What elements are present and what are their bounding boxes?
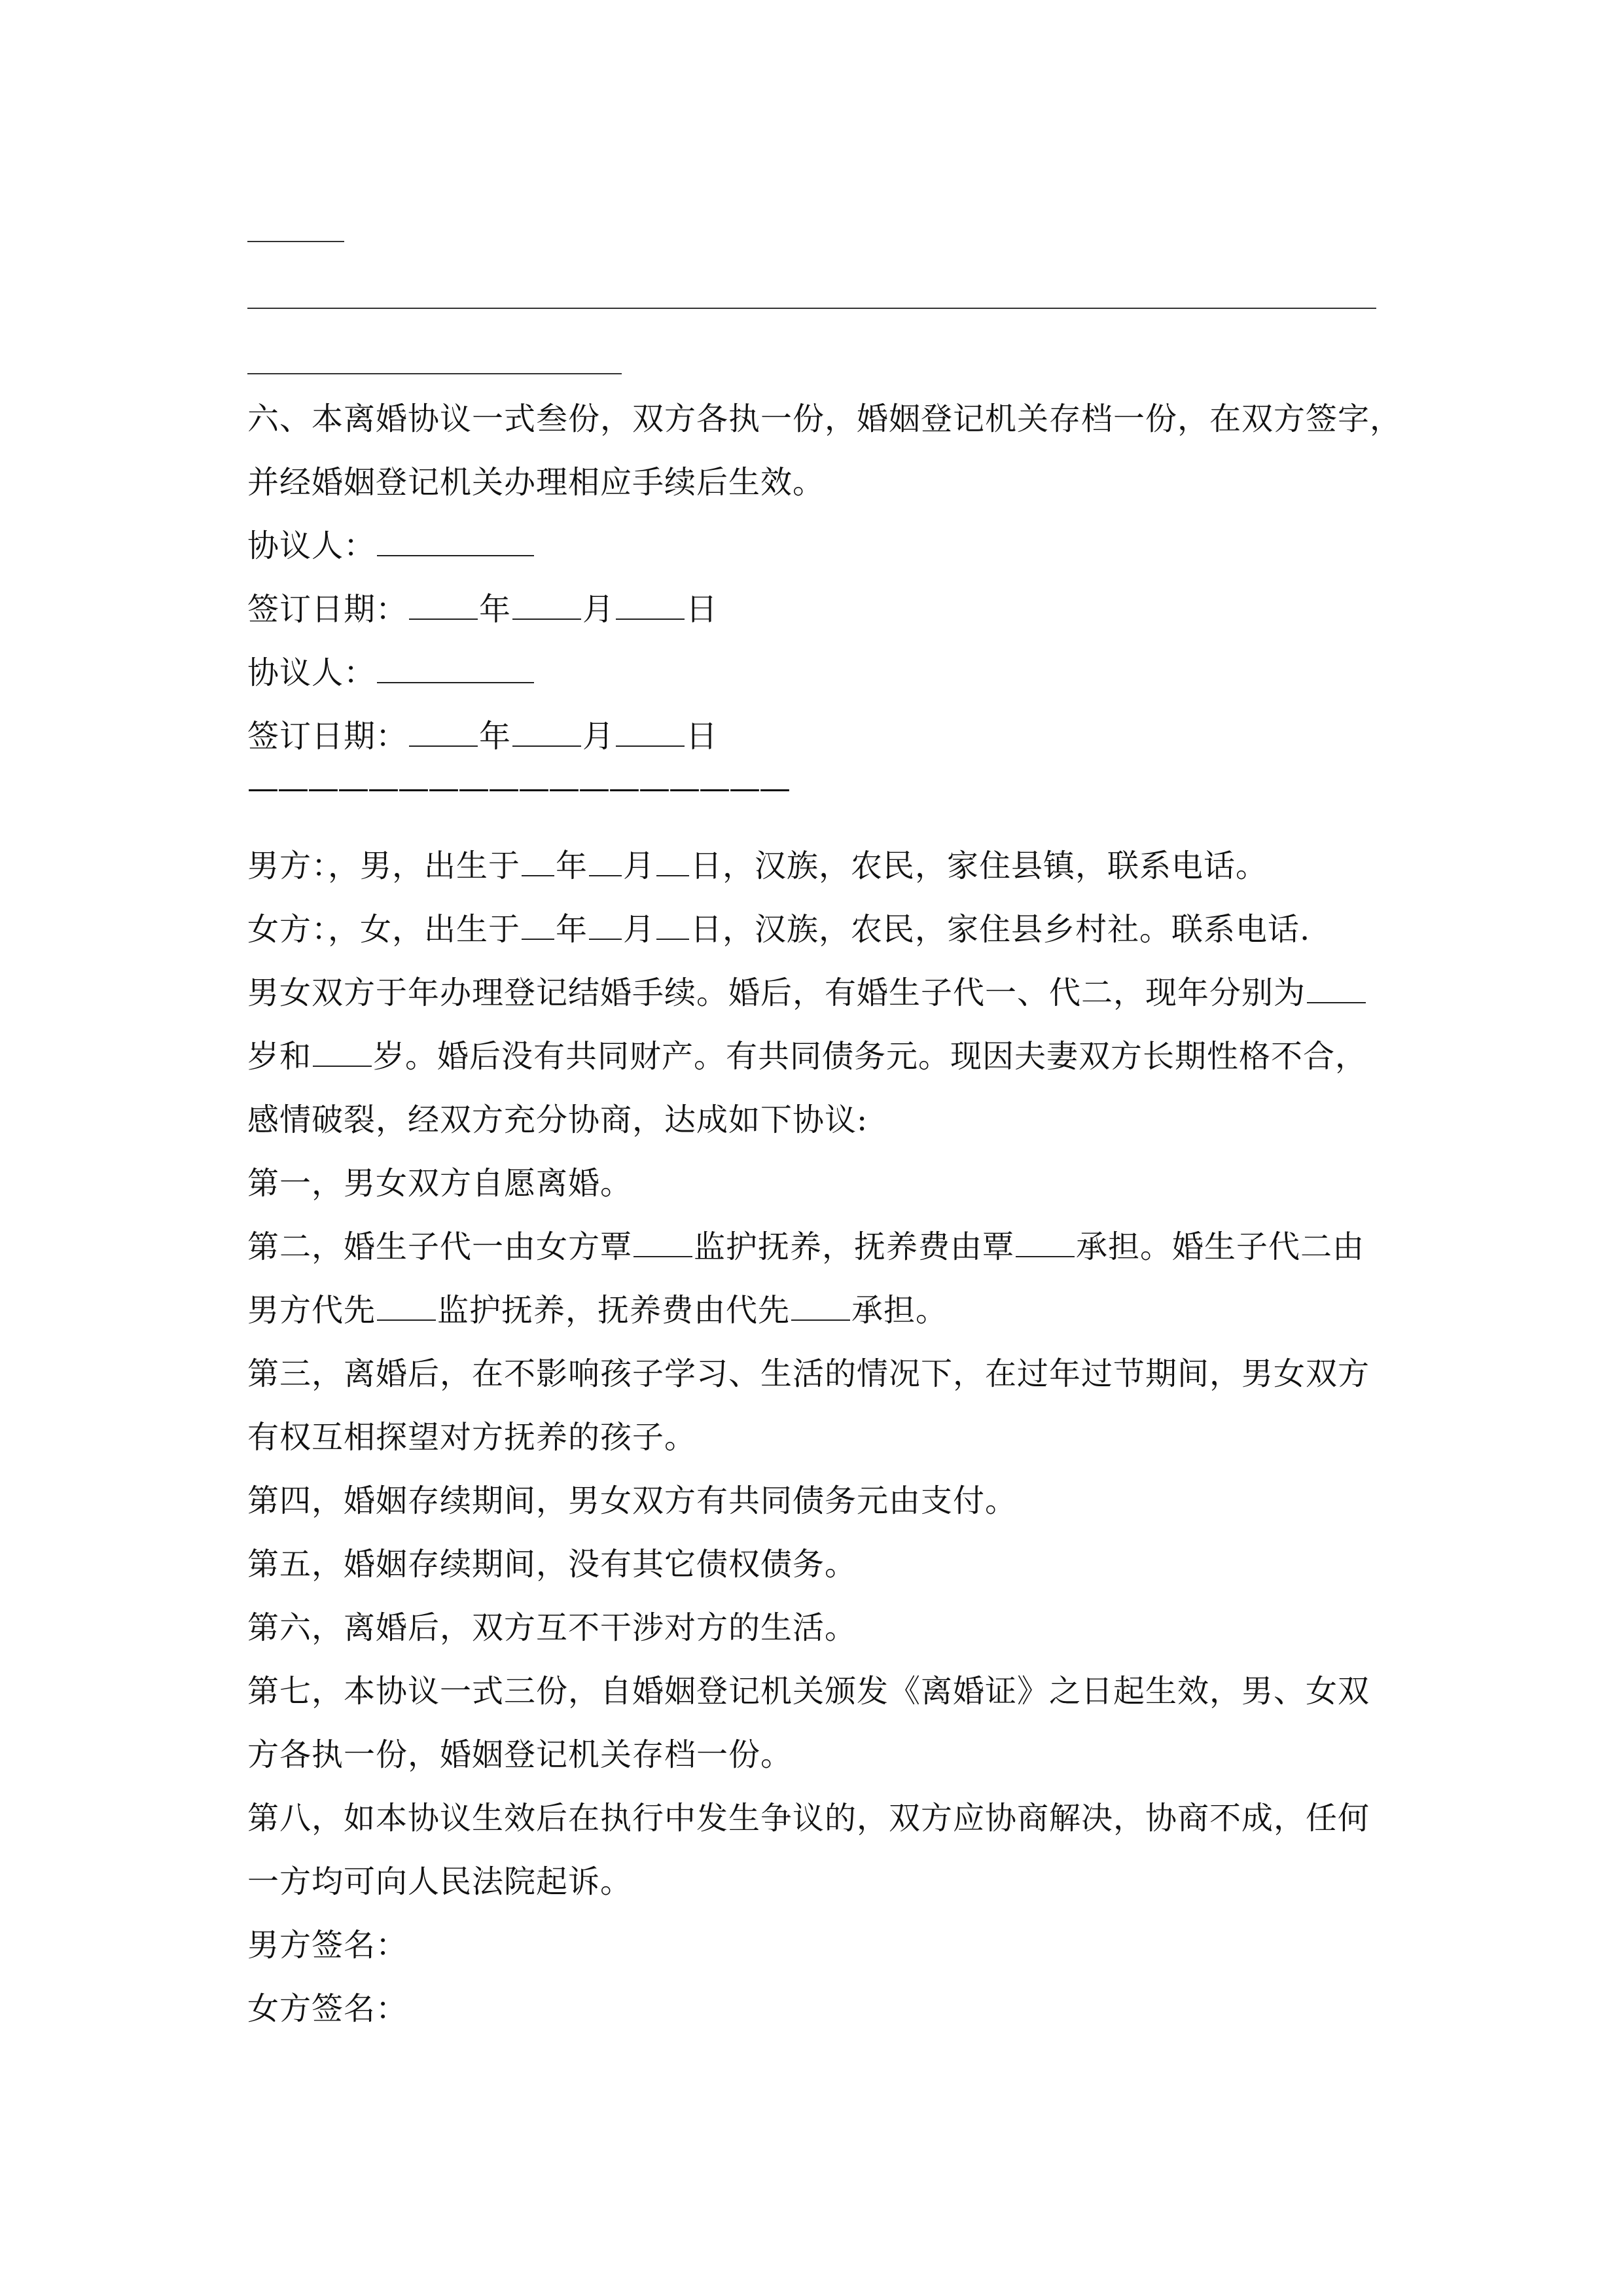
month-label: 月 xyxy=(582,718,615,755)
article-text: 承担。 xyxy=(851,1292,948,1329)
signature-date-1 xyxy=(247,578,1399,641)
year-label: 年 xyxy=(556,911,588,948)
clause-six-line-2: 并经婚姻登记机关办理相应手续后生效。 xyxy=(247,464,825,501)
year-blank xyxy=(409,591,478,620)
article-text: 承担。婚生子代二由 xyxy=(1076,1229,1365,1265)
year-label: 年 xyxy=(556,848,588,884)
article-4: 第四，婚姻存续期间，男女双方有共同债务元由支付。 xyxy=(247,1482,1018,1519)
day-label: 日 xyxy=(686,718,719,755)
payer-blank xyxy=(791,1292,850,1321)
article-3-line-1: 第三，离婚后，在不影响孩子学习、生活的情况下，在过年过节期间，男女双方 xyxy=(247,1355,1370,1392)
party-blank xyxy=(377,655,534,683)
woman-signature-label: 女方签名： xyxy=(247,1990,408,2027)
woman-info-text: 女方：，女，出生于 xyxy=(247,911,521,948)
article-7-line-1: 第七，本协议一式三份，自婚姻登记机关颁发《离婚证》之日起生效，男、女双 xyxy=(247,1673,1370,1710)
blank-line-medium xyxy=(247,373,622,374)
signature-date-2 xyxy=(247,705,1399,768)
year-label: 年 xyxy=(479,591,512,628)
article-5: 第五，婚姻存续期间，没有其它债权债务。 xyxy=(247,1546,857,1583)
intro-line-3: 感情破裂，经双方充分协商，达成如下协议: xyxy=(247,1102,868,1138)
year-label: 年 xyxy=(479,718,512,755)
article-1: 第一，男女双方自愿离婚。 xyxy=(247,1165,633,1202)
article-6: 第六，离婚后，双方互不干涉对方的生活。 xyxy=(247,1609,857,1646)
article-text: 监护抚养，抚养费由覃 xyxy=(694,1229,1015,1265)
section-separator: —————————————————— xyxy=(247,770,789,806)
signature-party-1 xyxy=(247,514,1399,578)
month-label: 月 xyxy=(623,848,656,884)
article-7-line-2: 方各执一份，婚姻登记机关存档一份。 xyxy=(247,1736,793,1773)
man-info-rest: 日，汉族，农民，家住县镇，联系电话。 xyxy=(690,848,1268,884)
intro-line-1 xyxy=(247,961,1399,1025)
intro-text: 岁。婚后没有共同财产。有共同债务元。现因夫妻双方长期性格不合， xyxy=(373,1038,1368,1075)
birth-month-blank xyxy=(589,911,622,940)
guardian-blank xyxy=(377,1292,436,1321)
birth-day-blank xyxy=(656,911,689,940)
party-label: 协议人： xyxy=(247,655,376,691)
article-8-line-2: 一方均可向人民法院起诉。 xyxy=(247,1863,633,1900)
article-8-line-1: 第八，如本协议生效后在执行中发生争议的，双方应协商解决，协商不成，任何 xyxy=(247,1800,1370,1837)
article-3-line-2: 有权互相探望对方抚养的孩子。 xyxy=(247,1419,697,1456)
date-label: 签订日期： xyxy=(247,591,408,628)
day-blank xyxy=(616,591,685,620)
birth-month-blank xyxy=(589,848,622,876)
month-label: 月 xyxy=(623,911,656,948)
birth-year-blank xyxy=(522,848,554,876)
woman-info-rest: 日，汉族，农民，家住县乡村社。联系电话. xyxy=(690,911,1311,948)
age-blank xyxy=(1307,975,1366,1003)
article-text: 第二，婚生子代一由女方覃 xyxy=(247,1229,633,1265)
man-signature-label: 男方签名： xyxy=(247,1927,408,1964)
agreement-body xyxy=(247,834,1399,2041)
signature-party-2 xyxy=(247,641,1399,705)
clause-six-line-1: 六、本离婚协议一式叁份，双方各执一份，婚姻登记机关存档一份，在双方签字， xyxy=(247,401,1402,437)
article-text: 男方代先 xyxy=(247,1292,376,1329)
guardian-blank xyxy=(633,1229,692,1257)
clause-six-block xyxy=(247,387,1402,808)
day-blank xyxy=(616,718,685,747)
intro-text: 岁和 xyxy=(247,1038,312,1075)
birth-year-blank xyxy=(522,911,554,940)
month-label: 月 xyxy=(582,591,615,628)
article-2-line-1 xyxy=(247,1215,1399,1279)
age-blank xyxy=(313,1038,372,1067)
blank-line-full xyxy=(247,308,1376,309)
payer-blank xyxy=(1016,1229,1075,1257)
blank-line-short xyxy=(247,241,344,242)
party-blank xyxy=(377,528,534,556)
birth-day-blank xyxy=(656,848,689,876)
day-label: 日 xyxy=(686,591,719,628)
date-label: 签订日期： xyxy=(247,718,408,755)
intro-line-2 xyxy=(247,1025,1399,1088)
article-text: 监护抚养，抚养费由代先 xyxy=(437,1292,791,1329)
man-info-text: 男方：，男，出生于 xyxy=(247,848,521,884)
intro-text: 男女双方于年办理登记结婚手续。婚后，有婚生子代一、代二，现年分别为 xyxy=(247,975,1306,1011)
year-blank xyxy=(409,718,478,747)
month-blank xyxy=(512,718,581,747)
month-blank xyxy=(512,591,581,620)
woman-info xyxy=(247,898,1399,961)
man-info xyxy=(247,834,1399,898)
article-2-line-2 xyxy=(247,1279,1399,1342)
party-label: 协议人： xyxy=(247,528,376,564)
